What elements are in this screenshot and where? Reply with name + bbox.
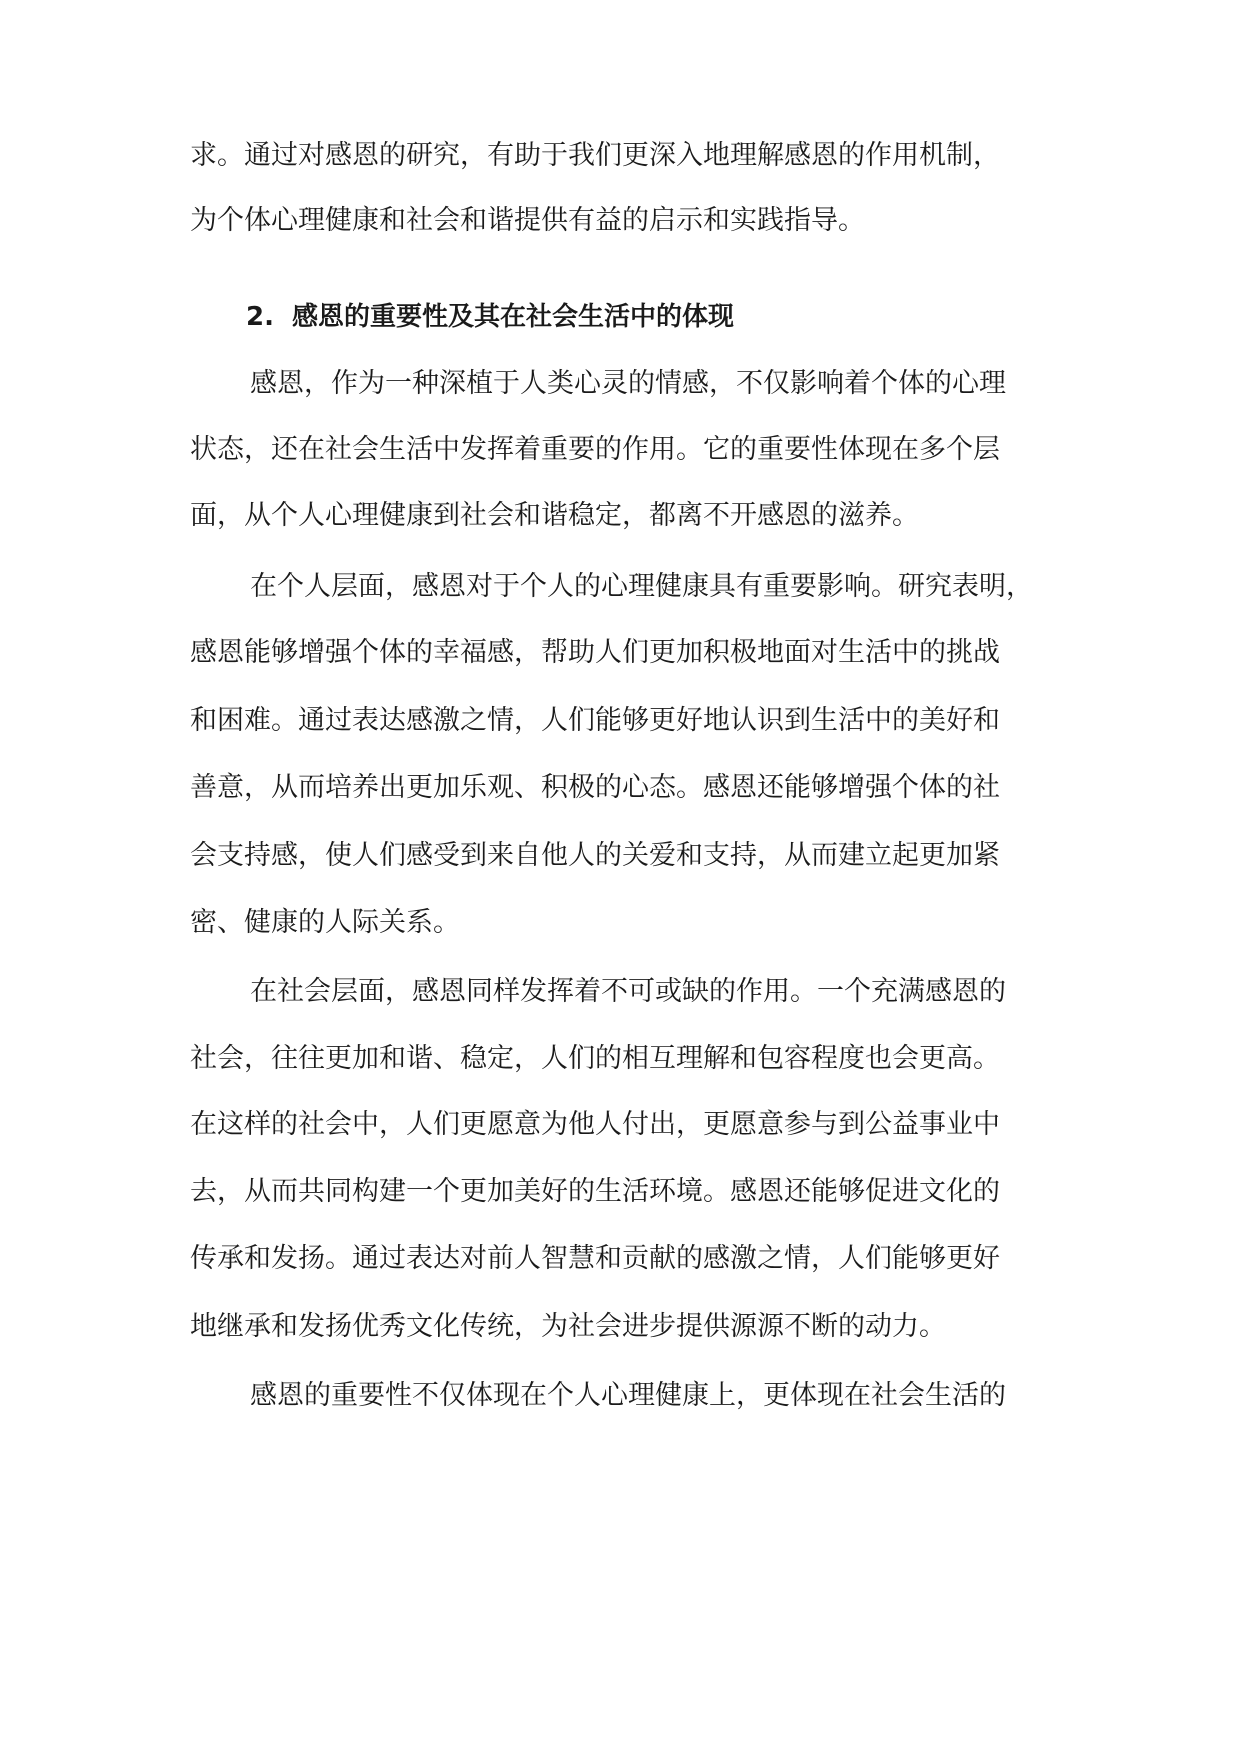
text-line: 密、健康的人际关系。 [190,907,460,938]
text-line: 地继承和发扬优秀文化传统，为社会进步提供源源不断的动力。 [190,1311,946,1342]
text-line: 感恩能够增强个体的幸福感，帮助人们更加积极地面对生活中的挑战 [190,637,1000,668]
text-line: 去，从而共同构建一个更加美好的生活环境。感恩还能够促进文化的 [190,1176,1000,1207]
text-line: 求。通过对感恩的研究，有助于我们更深入地理解感恩的作用机制， [190,140,1000,171]
section-heading [246,297,1070,337]
text-line: 在这样的社会中，人们更愿意为他人付出，更愿意参与到公益事业中 [190,1109,1000,1140]
text-line: 社会，往往更加和谐、稳定，人们的相互理解和包容程度也会更高。 [190,1043,1000,1074]
text-line: 在个人层面，感恩对于个人的心理健康具有重要影响。研究表明， [250,571,1033,602]
text-line: 会支持感，使人们感受到来自他人的关爱和支持，从而建立起更加紧 [190,840,1000,871]
text-line: 善意，从而培养出更加乐观、积极的心态。感恩还能够增强个体的社 [190,772,1000,803]
text-line: 在社会层面，感恩同样发挥着不可或缺的作用。一个充满感恩的 [250,976,1006,1007]
text-line: 状态，还在社会生活中发挥着重要的作用。它的重要性体现在多个层 [190,434,1000,465]
text-line: 感恩的重要性不仅体现在个人心理健康上，更体现在社会生活的 [250,1380,1006,1411]
section-title: 感恩的重要性及其在社会生活中的体现 [291,302,734,332]
text-line: 传承和发扬。通过表达对前人智慧和贡献的感激之情，人们能够更好 [190,1243,1000,1274]
section-number: 2. [246,302,274,332]
text-line: 感恩，作为一种深植于人类心灵的情感，不仅影响着个体的心理 [250,368,1006,399]
text-line: 面，从个人心理健康到社会和谐稳定，都离不开感恩的滋养。 [190,500,919,531]
text-line: 为个体心理健康和社会和谐提供有益的启示和实践指导。 [190,205,865,236]
text-line: 和困难。通过表达感激之情，人们能够更好地认识到生活中的美好和 [190,705,1000,736]
